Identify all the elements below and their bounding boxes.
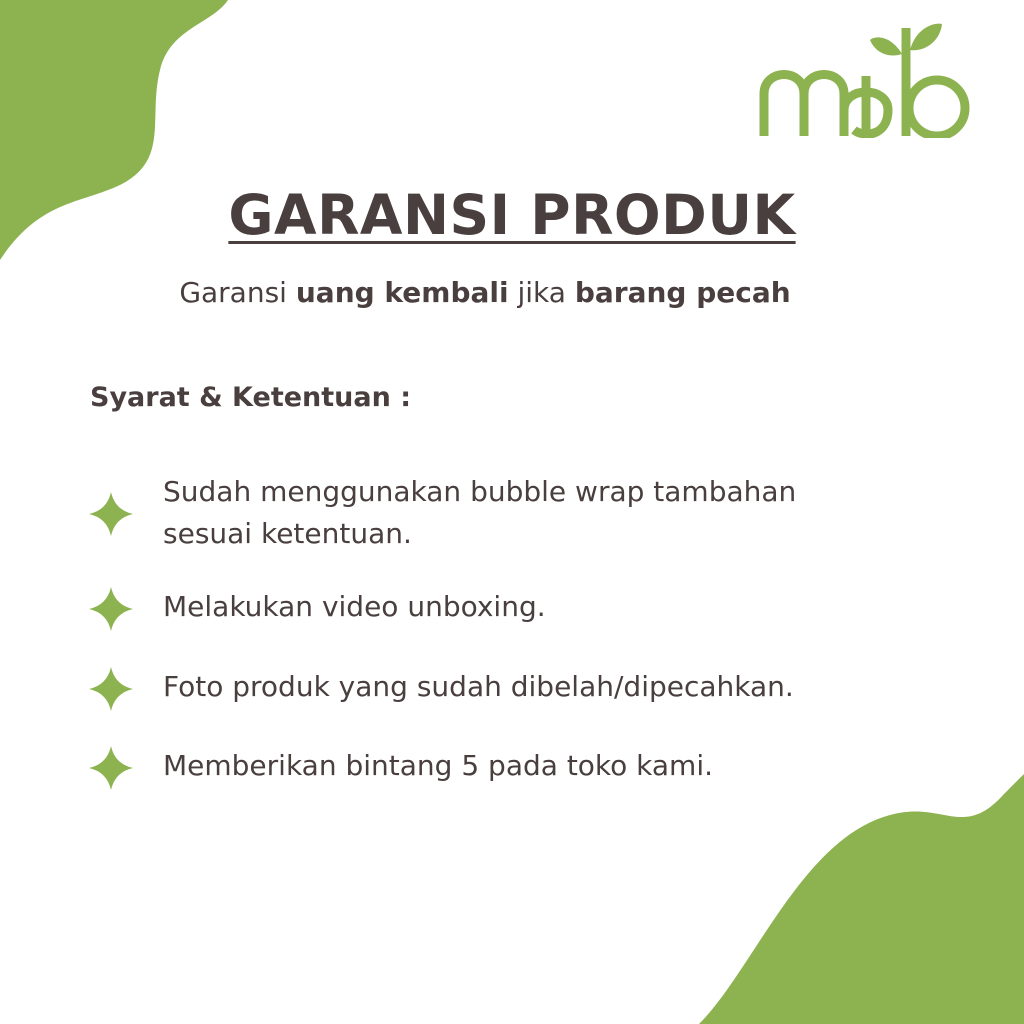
sparkle-icon: [88, 666, 134, 712]
term-text: Memberikan bintang 5 pada toko kami.: [163, 749, 714, 782]
bottom-right-green-blob: [564, 774, 1024, 1024]
sparkle-icon: [88, 491, 134, 537]
subtitle-bold-1: uang kembali: [295, 276, 509, 309]
subtitle: [0, 275, 970, 311]
sparkle-icon: [88, 745, 134, 791]
subtitle-text-2: jika: [508, 276, 575, 309]
term-text: Melakukan video unboxing.: [163, 590, 546, 623]
term-text: Foto produk yang sudah dibelah/dipecahkan.: [163, 670, 794, 703]
term-text: Sudah menggunakan bubble wrap tambahan sesuai ketentuan.: [163, 475, 797, 550]
page-title: GARANSI PRODUK: [228, 183, 796, 247]
subtitle-text-1: Garansi: [179, 276, 296, 309]
sparkle-icon: [88, 586, 134, 632]
subtitle-bold-2: barang pecah: [574, 276, 791, 309]
terms-heading: Syarat & Ketentuan :: [90, 382, 412, 413]
brand-logo: [756, 14, 976, 138]
